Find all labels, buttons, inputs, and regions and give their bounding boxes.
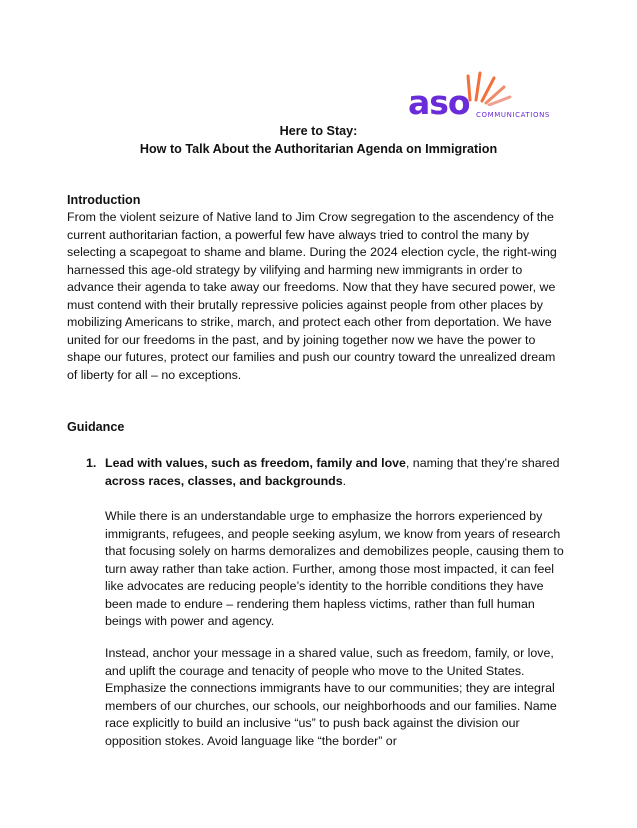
document-title-line-2: How to Talk About the Authoritarian Agenda on Immigration	[139, 142, 498, 156]
document-title-line-1: Here to Stay:	[279, 124, 358, 138]
guidance-item-paragraph-2: Instead, anchor your message in a shared value, such as freedom, family, or love, and uplift the courage and tenacity of people who move to the United States. Emphasize the connections immigrants have to our communities; they are integral members of our churches, our schools, our neighborhoods and our families. Name race explicitly to build an inclusive “us” to push back against the division our opposition stokes. Avoid language like “the border” or	[105, 646, 557, 748]
aso-logo	[408, 70, 568, 122]
logo-subtitle: COMMUNICATIONS	[476, 111, 550, 119]
lead-bold-text: Lead with values, such as freedom, family and love	[105, 456, 406, 470]
guidance-item-paragraph-1: While there is an understandable urge to emphasize the horrors experienced by immigrants, refugees, and people seeking asylum, we know from years of research that focusing solely on harms demoralizes and demobilizes people, causing them to turn away rather than take action. Further, among those most impacted, it can feel like advocates are reducing people’s identity to the horrible conditions they have been made to endure – rendering them hapless victims, rather than full human beings with power and agency.	[105, 509, 564, 628]
introduction-heading: Introduction	[67, 193, 141, 207]
lead-text: , naming that they’re shared	[405, 456, 560, 470]
guidance-heading: Guidance	[67, 420, 125, 434]
introduction-paragraph: From the violent seizure of Native land to Jim Crow segregation to the ascendency of the current authoritarian faction, a powerful few have always tried to control the many by selecting a scapegoat to shame and blame. During the 2024 election cycle, the right-wing harnessed this age-old strategy by vilifying and harming new immigrants in order to advance their agenda to take away our freedoms. Now that they have secured power, we must contend with their brutally repressive policies against people from other places by mobilizing Americans to strike, march, and protect each other from deportation. We have united for our freedoms in the past, and by joining together now we have the power to shape our futures, protect our families and push our country toward the unrealized dream of liberty for all – no exceptions.	[67, 210, 557, 382]
lead-bold-text-2: across races, classes, and backgrounds	[105, 473, 343, 488]
guidance-item-lead	[105, 455, 567, 490]
list-item-number: 1.	[86, 456, 97, 470]
lead-end: .	[342, 473, 347, 488]
logo-wordmark: aso	[408, 83, 470, 122]
